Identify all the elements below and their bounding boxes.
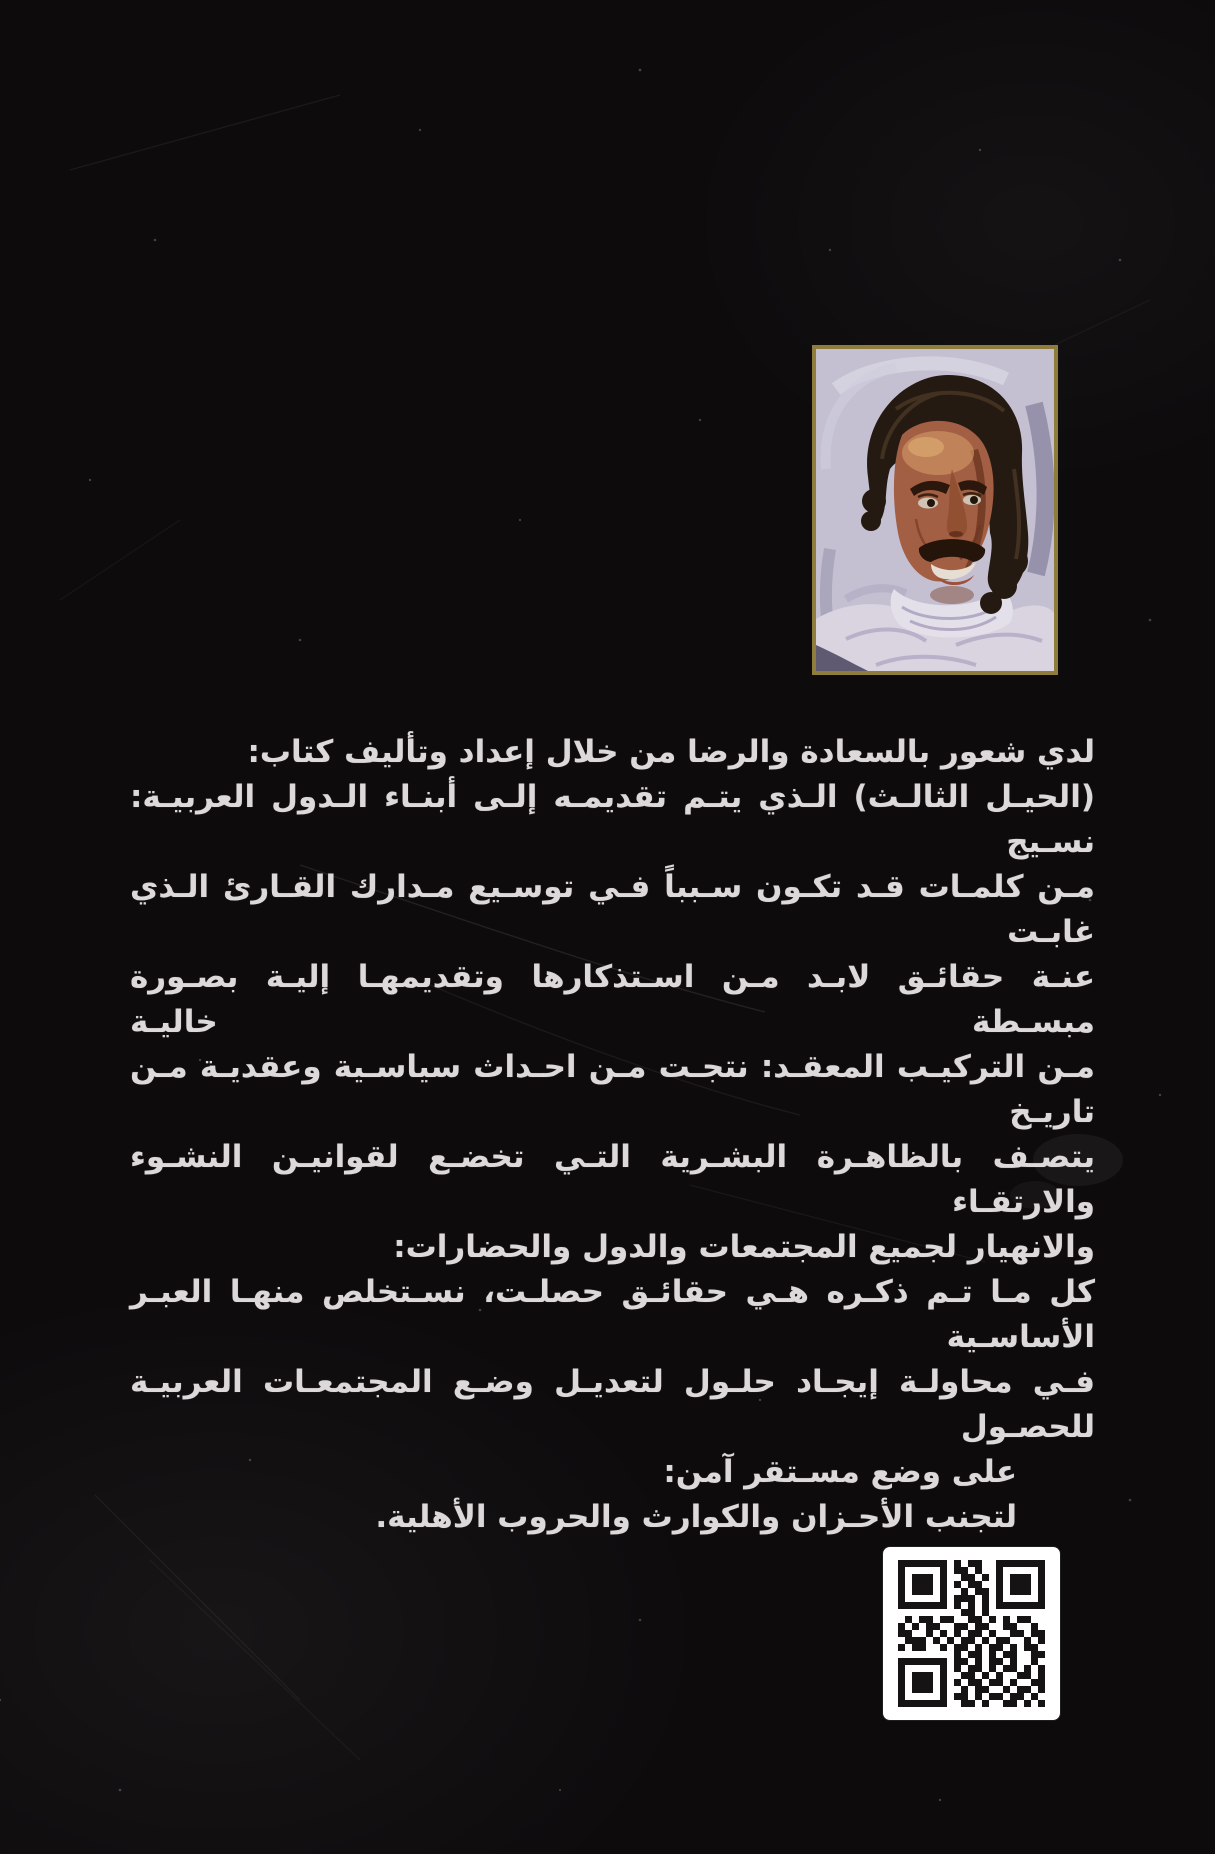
paragraph-line-2: (الحيـل الثالـث) الـذي يتـم تقديمـه إلـى أبنـاء الـدول العربيـة: نسـيج xyxy=(130,779,1095,860)
paragraph-line-6: يتصـف بالظاهـرة البشـرية التـي تخضـع لقوانيـن النشـوء والارتقـاء xyxy=(130,1139,1095,1220)
author-portrait xyxy=(812,345,1058,675)
qr-code xyxy=(883,1547,1060,1720)
qr-modules xyxy=(898,1560,1045,1707)
paragraph-line-8: كل مـا تـم ذكـره هـي حقائـق حصلـت، نسـتخلص منهـا العبـر الأساسـية xyxy=(130,1274,1095,1355)
paragraph-line-4: عنـة حقائـق لابـد مـن اسـتذكارها وتقديمهـا إليـة بصـورة مبسـطة خاليـة xyxy=(130,959,1095,1040)
paragraph-line-7: والانهيار لجميع المجتمعات والدول والحضارات: xyxy=(393,1229,1095,1265)
paragraph-line-9: فـي محاولـة إيجـاد حلـول لتعديـل وضـع المجتمعـات العربيـة للحصـول xyxy=(130,1364,1095,1445)
paragraph-line-1: لدي شعور بالسعادة والرضا من خلال إعداد وتأليف كتاب: xyxy=(247,734,1095,770)
paragraph-line-3: مـن كلمـات قـد تكـون سـبباً فـي توسـيع مـدارك القـارئ الـذي غابـت xyxy=(130,869,1095,950)
paragraph-line-11: لتجنب الأحـزان والكوارث والحروب الأهلية. xyxy=(375,1499,1017,1535)
paragraph-line-5: مـن التركيـب المعقـد: نتجـت مـن احـداث سياسـية وعقديـة مـن تاريـخ xyxy=(130,1049,1095,1130)
paragraph-line-10: على وضع مسـتقر آمن: xyxy=(663,1454,1017,1490)
author-portrait-illustration xyxy=(816,349,1054,671)
back-cover-text xyxy=(130,730,1095,1540)
